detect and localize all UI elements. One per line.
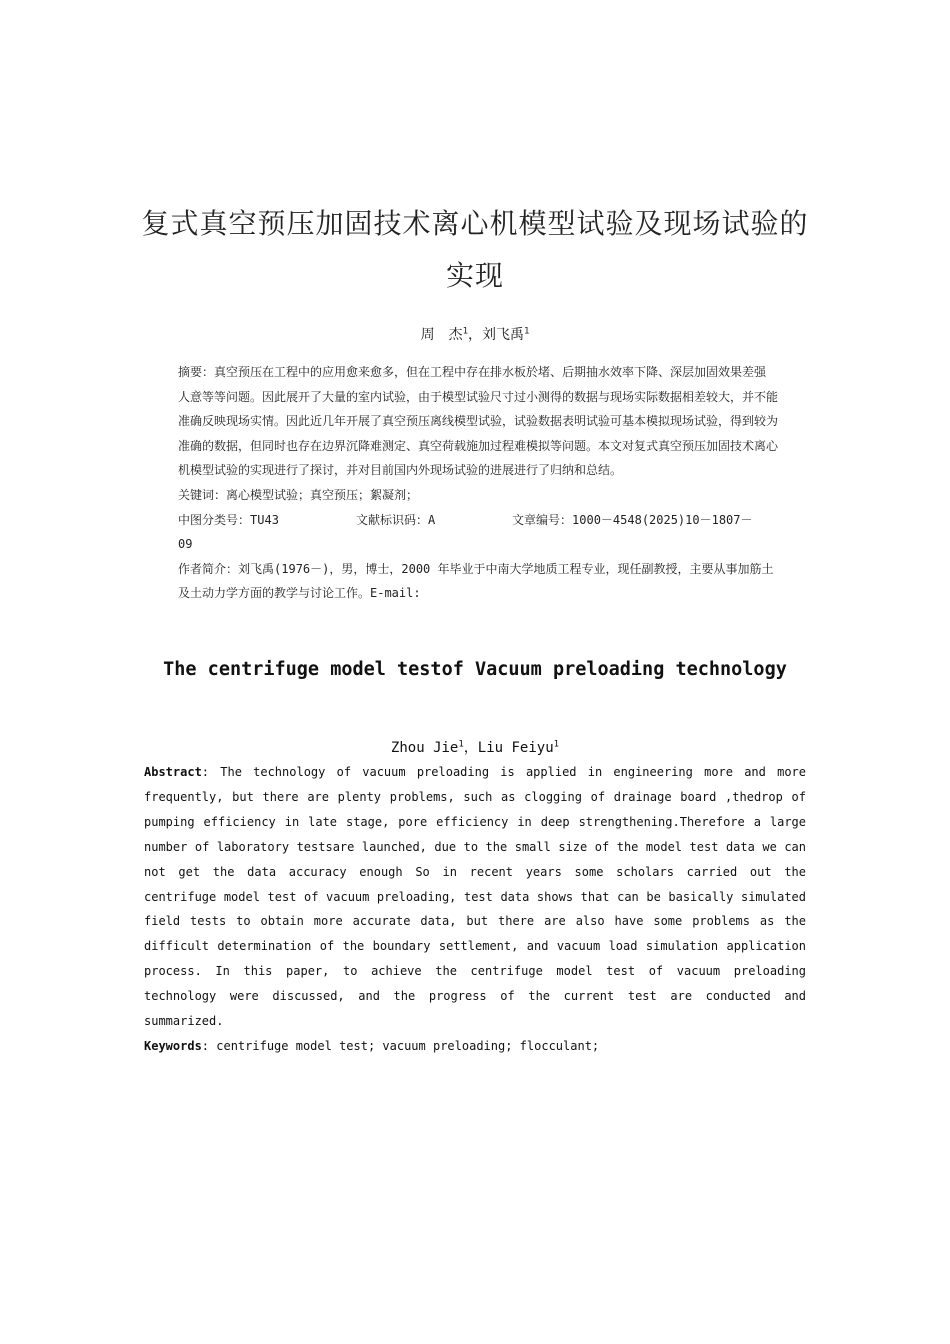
en-author-1-affiliation: 1 (458, 739, 464, 750)
english-keywords (144, 1034, 806, 1058)
chinese-front-matter (178, 360, 778, 606)
document-code: 文献标识码：A (356, 512, 436, 527)
chinese-title: 复式真空预压加固技术离心机模型试验及现场试验的实现 (141, 207, 809, 292)
author-bio-text: 刘飞禹(1976－)，男，博士，2000 年毕业于中南大学地质工程专业，现任副教授，主要从事加筋土及土动力学方面的教学与讨论工作。E-mail: (178, 561, 774, 601)
article-number-continued: 09 (178, 537, 193, 552)
english-title: The centrifuge model testof Vacuum preloading technology (163, 659, 787, 680)
english-authors (0, 737, 950, 757)
english-abstract (144, 760, 806, 1034)
en-author-2-affiliation: 1 (553, 739, 560, 750)
article-number: 文章编号：1000－4548(2025)10－1807－ (512, 512, 753, 527)
en-author-2-name: Liu Feiyu (477, 740, 554, 756)
chinese-authors (0, 324, 950, 344)
author-bio-label: 作者简介： (178, 561, 239, 576)
chinese-keywords-label: 关键词： (178, 487, 227, 502)
classification-line (178, 508, 778, 533)
author-bio (178, 557, 778, 606)
author-2-name: 刘飞禹 (482, 327, 524, 343)
en-author-separator: ， (463, 740, 478, 756)
author-1-name: 周 杰 (420, 327, 463, 343)
chinese-keywords-text: 离心模型试验；真空预压；絮凝剂； (226, 487, 419, 502)
en-author-1-name: Zhou Jie (390, 740, 459, 756)
chinese-abstract-label: 摘要： (178, 365, 215, 379)
author-2-affiliation: 1 (524, 326, 530, 337)
english-keywords-text: : centrifuge model test; vacuum preloading; flocculant; (201, 1039, 600, 1053)
chinese-abstract (178, 360, 778, 483)
chinese-keywords (178, 483, 778, 508)
author-1-affiliation: 1 (462, 326, 468, 337)
author-separator: ， (468, 327, 482, 343)
clc-number: 中图分类号：TU43 (178, 512, 279, 527)
chinese-abstract-text: 真空预压在工程中的应用愈来愈多，但在工程中存在排水板於堵、后期抽水效率下降、深层加固效果差强人意等等问题。因此展开了大量的室内试验，由于模型试验尺寸过小测得的数据与现场实际数据相差较大，并不能准确反映现场实情。因此近几年开展了真空预压离线模型试验，试验数据表明试验可基本模拟现场试验，得到较为准确的数据，但同时也存在边界沉降难测定、真空荷载施加过程难模拟等问题。本文对复式真空预压加固技术离心机模型试验的实现进行了探讨，并对目前国内外现场试验的进展进行了归纳和总结。 (178, 365, 779, 478)
english-abstract-label: Abstract (144, 765, 202, 779)
english-abstract-text: : The technology of vacuum preloading is applied in engineering more and more frequently, but there are plenty problems, such as clogging of drainage board ,thedrop of pumping efficiency in late stage, pore efficiency in deep strengthening.Therefore a large number of laboratory testsare launched, due to the small size of the model test data we can not get the data accuracy enough So in recent years some scholars carried out the centrifuge model test of vacuum preloading, test data shows that can be basically simulated field tests to obtain more accurate data, but there are also have some problems as the difficult determination of the boundary settlement, and vacuum load simulation application process. In this paper, to achieve the centrifuge model test of vacuum preloading technology were discussed, and the progress of the current test are conducted and summarized. (144, 765, 806, 1029)
english-keywords-label: Keywords (144, 1039, 202, 1053)
